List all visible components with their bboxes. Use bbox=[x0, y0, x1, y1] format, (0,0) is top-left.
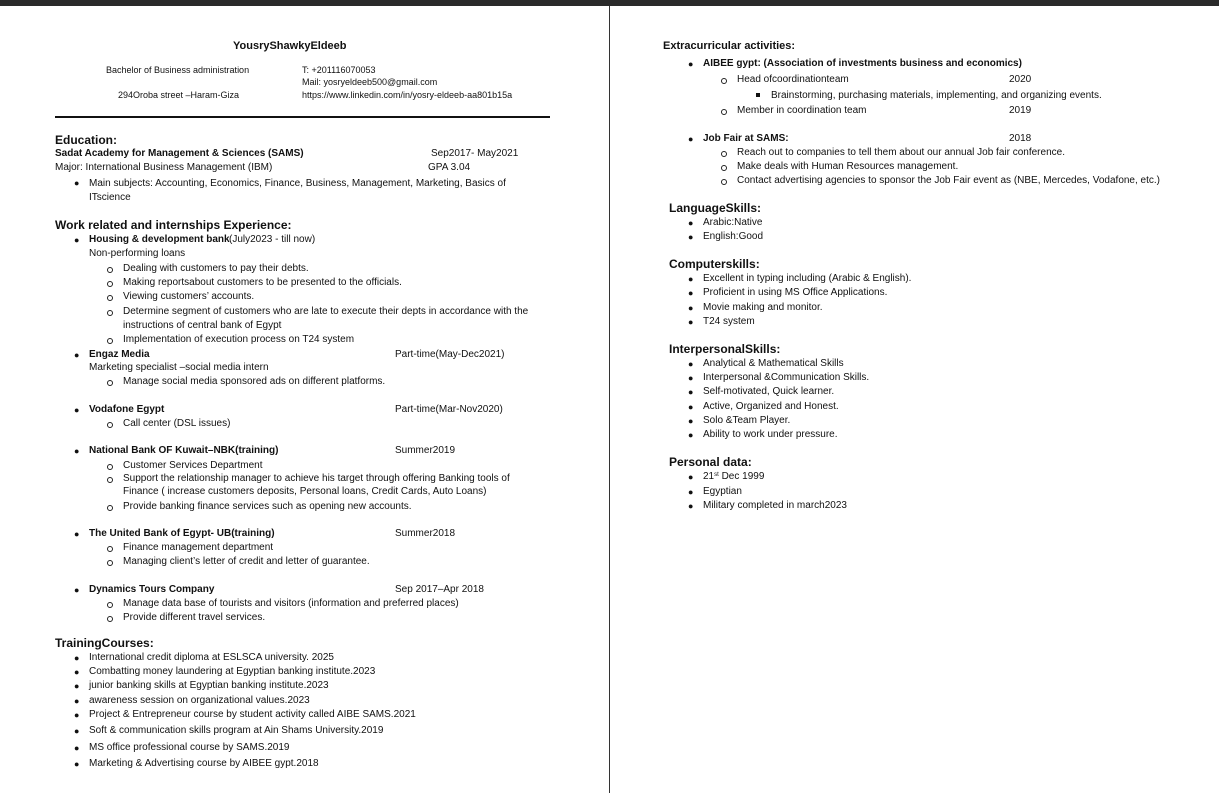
list-item: International credit diploma at ESLSCA university. 2025 bbox=[89, 652, 334, 663]
job-title: Housing & development bank bbox=[89, 234, 230, 245]
list-item: Combatting money laundering at Egyptian banking institute.2023 bbox=[89, 666, 376, 677]
bullet-icon: ● bbox=[688, 288, 694, 298]
bullet-icon: ● bbox=[688, 387, 694, 397]
circle-bullet-icon bbox=[107, 281, 113, 287]
degree: Bachelor of Business administration bbox=[106, 65, 250, 75]
list-item: Analytical & Mathematical Skills bbox=[703, 358, 844, 369]
bullet-icon: ● bbox=[74, 235, 80, 245]
bullet-icon: ● bbox=[74, 653, 80, 663]
list-item: Project & Entrepreneur course by student activity called AIBE SAMS.2021 bbox=[89, 709, 416, 720]
bullet-icon: ● bbox=[74, 178, 80, 188]
list-item: Viewing customers’ accounts. bbox=[123, 291, 255, 302]
bullet-icon: ● bbox=[688, 232, 694, 242]
dob-day: 21 bbox=[703, 471, 715, 482]
job-dates: Summer2019 bbox=[395, 445, 456, 456]
bullet-icon: ● bbox=[74, 710, 80, 720]
list-item-cont: Finance ( increase customers deposits, Personal loans, Credit Cards, Auto Loans) bbox=[123, 486, 487, 497]
circle-bullet-icon bbox=[721, 151, 727, 157]
school-dates: Sep2017- May2021 bbox=[431, 148, 519, 159]
list-item: Marketing & Advertising course by AIBEE gypt.2018 bbox=[89, 758, 319, 769]
nationality: Egyptian bbox=[703, 486, 742, 497]
linkedin-link[interactable]: https://www.linkedin.com/in/yosry-eldeeb-aa801b15a bbox=[302, 90, 513, 100]
list-item: Determine segment of customers who are late to execute their depts in accordance with the bbox=[123, 306, 529, 317]
major: Major: International Business Management (IBM) bbox=[55, 162, 273, 173]
section-heading: TrainingCourses: bbox=[55, 636, 154, 650]
job-dates: (July2023 - till now) bbox=[229, 234, 316, 245]
circle-bullet-icon bbox=[107, 267, 113, 273]
job-dates: Sep 2017–Apr 2018 bbox=[395, 584, 484, 595]
section-heading: Computerskills: bbox=[669, 257, 760, 271]
list-item: Interpersonal &Communication Skills. bbox=[703, 372, 870, 383]
circle-bullet-icon bbox=[107, 380, 113, 386]
bullet-icon: ● bbox=[688, 501, 694, 511]
circle-bullet-icon bbox=[721, 165, 727, 171]
list-item: Customer Services Department bbox=[123, 460, 263, 471]
section-heading: Education: bbox=[55, 133, 117, 147]
list-item: Self-motivated, Quick learner. bbox=[703, 386, 835, 397]
list-item: Contact advertising agencies to sponsor the Job Fair event as (NBE, Mercedes, Vodafone, etc.) bbox=[737, 175, 1161, 186]
job-dates: Part-time(Mar-Nov2020) bbox=[395, 404, 503, 415]
list-item: Dealing with customers to pay their debts. bbox=[123, 263, 309, 274]
activity-year: 2018 bbox=[1009, 133, 1032, 144]
square-bullet-icon bbox=[756, 93, 760, 97]
activity-title: AIBEE gypt: (Association of investments business and economics) bbox=[703, 58, 1022, 69]
phone: T: +201116070053 bbox=[302, 65, 376, 75]
dob-suffix: st bbox=[714, 472, 719, 478]
list-item: Provide different travel services. bbox=[123, 612, 266, 623]
list-item: Call center (DSL issues) bbox=[123, 418, 231, 429]
job-title: Dynamics Tours Company bbox=[89, 584, 215, 595]
list-item: Arabic:Native bbox=[703, 217, 763, 228]
bullet-icon: ● bbox=[688, 416, 694, 426]
bullet-icon: ● bbox=[688, 218, 694, 228]
gpa: GPA 3.04 bbox=[428, 162, 471, 173]
list-item: Implementation of execution process on T24 system bbox=[123, 334, 355, 345]
section-heading: InterpersonalSkills: bbox=[669, 342, 781, 356]
list-item-cont: instructions of central bank of Egypt bbox=[123, 320, 282, 331]
job-title: The United Bank of Egypt- UB(training) bbox=[89, 528, 275, 539]
circle-bullet-icon bbox=[107, 616, 113, 622]
bullet-icon: ● bbox=[74, 585, 80, 595]
circle-bullet-icon bbox=[107, 310, 113, 316]
bullet-icon: ● bbox=[688, 373, 694, 383]
school-name: Sadat Academy for Management & Sciences (SAMS) bbox=[55, 148, 304, 159]
bullet-icon: ● bbox=[688, 317, 694, 327]
job-title: Engaz Media bbox=[89, 349, 150, 360]
activity-role: Member in coordination team bbox=[737, 105, 867, 116]
list-item: Soft & communication skills program at Ain Shams University.2019 bbox=[89, 725, 384, 736]
list-item: Excellent in typing including (Arabic & English). bbox=[703, 273, 912, 284]
list-item: junior banking skills at Egyptian banking institute.2023 bbox=[89, 680, 329, 691]
circle-bullet-icon bbox=[107, 422, 113, 428]
list-item: Solo &Team Player. bbox=[703, 415, 791, 426]
military-status: Military completed in march2023 bbox=[703, 500, 847, 511]
circle-bullet-icon bbox=[107, 295, 113, 301]
job-role: Non-performing loans bbox=[89, 248, 186, 259]
list-item: Provide banking finance services such as opening new accounts. bbox=[123, 501, 412, 512]
list-item: Make deals with Human Resources management. bbox=[737, 161, 959, 172]
activity-role: Head ofcoordinationteam bbox=[737, 74, 849, 85]
list-item: Reach out to companies to tell them about our annual Job fair conference. bbox=[737, 147, 1065, 158]
bullet-icon: ● bbox=[688, 274, 694, 284]
list-item: T24 system bbox=[703, 316, 755, 327]
job-dates: Part-time(May-Dec2021) bbox=[395, 349, 505, 360]
circle-bullet-icon bbox=[721, 78, 727, 84]
list-item: Ability to work under pressure. bbox=[703, 429, 838, 440]
list-item: Managing client’s letter of credit and letter of guarantee. bbox=[123, 556, 370, 567]
bullet-icon: ● bbox=[74, 529, 80, 539]
circle-bullet-icon bbox=[107, 546, 113, 552]
circle-bullet-icon bbox=[107, 602, 113, 608]
bullet-icon: ● bbox=[74, 696, 80, 706]
circle-bullet-icon bbox=[721, 179, 727, 185]
job-title: Vodafone Egypt bbox=[89, 404, 165, 415]
section-heading: Work related and internships Experience: bbox=[55, 218, 292, 232]
list-item: Manage data base of tourists and visitors (information and preferred places) bbox=[123, 598, 459, 609]
bullet-icon: ● bbox=[688, 359, 694, 369]
subjects-cont: ITscience bbox=[89, 192, 131, 203]
bullet-icon: ● bbox=[74, 743, 80, 753]
page-divider bbox=[609, 6, 610, 793]
bullet-icon: ● bbox=[74, 681, 80, 691]
job-dates: Summer2018 bbox=[395, 528, 456, 539]
section-heading: LanguageSkills: bbox=[669, 201, 762, 215]
bullet-icon: ● bbox=[688, 487, 694, 497]
list-item: awareness session on organizational values.2023 bbox=[89, 695, 310, 706]
bullet-icon: ● bbox=[74, 446, 80, 456]
circle-bullet-icon bbox=[107, 464, 113, 470]
circle-bullet-icon bbox=[107, 477, 113, 483]
subjects: Main subjects: Accounting, Economics, Finance, Business, Management, Marketing, Basics of bbox=[89, 178, 506, 189]
activity-detail: Brainstorming, purchasing materials, implementing, and organizing events. bbox=[771, 90, 1102, 101]
bullet-icon: ● bbox=[74, 350, 80, 360]
section-heading: Personal data: bbox=[669, 455, 752, 469]
bullet-icon: ● bbox=[688, 402, 694, 412]
section-heading: Extracurricular activities: bbox=[663, 40, 796, 52]
list-item: Movie making and monitor. bbox=[703, 302, 823, 313]
activity-year: 2020 bbox=[1009, 74, 1032, 85]
list-item: Support the relationship manager to achieve his target through offering Banking tools of bbox=[123, 473, 510, 484]
circle-bullet-icon bbox=[107, 505, 113, 511]
list-item: English:Good bbox=[703, 231, 764, 242]
circle-bullet-icon bbox=[107, 338, 113, 344]
date-of-birth bbox=[703, 472, 764, 482]
bullet-icon: ● bbox=[74, 405, 80, 415]
activity-title: Job Fair at SAMS: bbox=[703, 133, 789, 144]
header-rule bbox=[55, 116, 550, 118]
list-item: Making reportsabout customers to be presented to the officials. bbox=[123, 277, 402, 288]
circle-bullet-icon bbox=[107, 560, 113, 566]
activity-year: 2019 bbox=[1009, 105, 1032, 116]
bullet-icon: ● bbox=[688, 472, 694, 482]
bullet-icon: ● bbox=[688, 303, 694, 313]
bullet-icon: ● bbox=[688, 59, 694, 69]
list-item: MS office professional course by SAMS.2019 bbox=[89, 742, 290, 753]
bullet-icon: ● bbox=[688, 430, 694, 440]
list-item: Active, Organized and Honest. bbox=[703, 401, 839, 412]
list-item: Finance management department bbox=[123, 542, 274, 553]
email[interactable]: Mail: yosryeldeeb500@gmail.com bbox=[302, 77, 438, 87]
job-role: Marketing specialist –social media intern bbox=[89, 362, 269, 373]
circle-bullet-icon bbox=[721, 109, 727, 115]
address: 294Oroba street –Haram-Giza bbox=[118, 90, 240, 100]
bullet-icon: ● bbox=[688, 134, 694, 144]
bullet-icon: ● bbox=[74, 726, 80, 736]
bullet-icon: ● bbox=[74, 759, 80, 769]
dob-rest: Dec 1999 bbox=[718, 471, 765, 482]
list-item: Manage social media sponsored ads on different platforms. bbox=[123, 376, 386, 387]
bullet-icon: ● bbox=[74, 667, 80, 677]
job-title: National Bank OF Kuwait–NBK(training) bbox=[89, 445, 279, 456]
candidate-name: YousryShawkyEldeeb bbox=[233, 40, 347, 52]
list-item: Proficient in using MS Office Applications. bbox=[703, 287, 888, 298]
